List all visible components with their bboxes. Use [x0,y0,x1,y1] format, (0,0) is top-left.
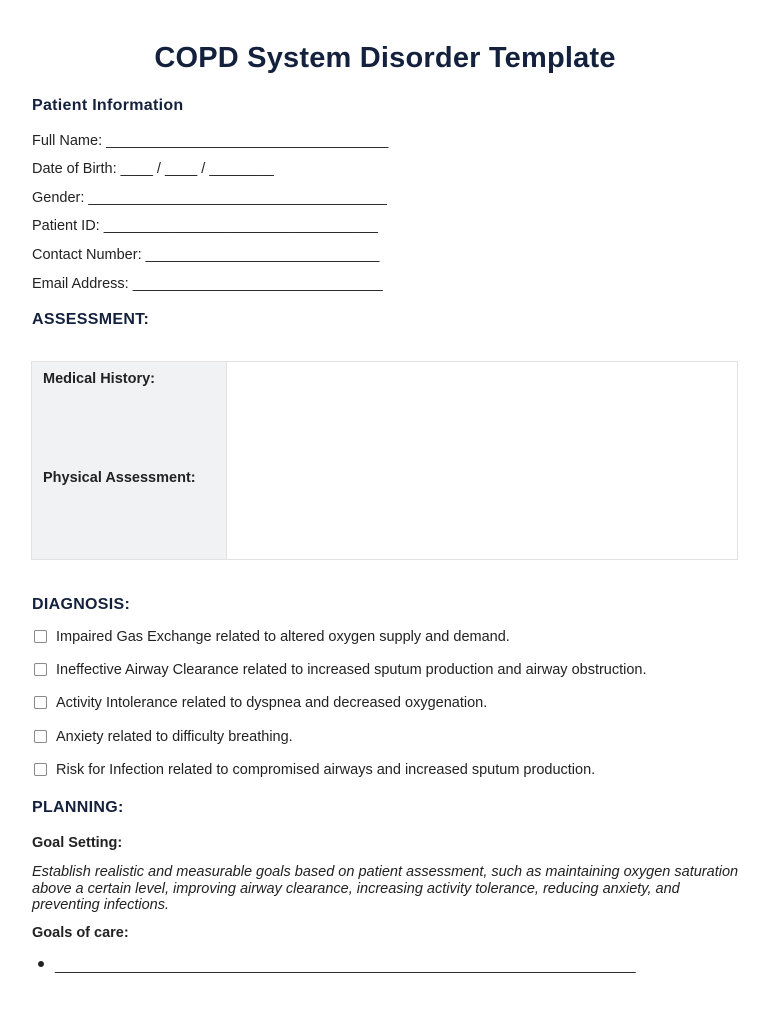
medical-history-input[interactable] [227,362,737,461]
diagnosis-item-text: Anxiety related to difficulty breathing. [56,729,293,745]
diagnosis-item-text: Activity Intolerance related to dyspnea and decreased oxygenation. [56,695,488,711]
gender-field[interactable]: Gender: _____________________________________ [32,190,387,206]
diagnosis-heading: DIAGNOSIS: [32,596,131,613]
diagnosis-item-text: Impaired Gas Exchange related to altered oxygen supply and demand. [56,629,510,645]
diagnosis-checkbox[interactable] [34,730,47,743]
assessment-table [31,361,738,560]
diagnosis-item [34,629,510,645]
patient-info-heading: Patient Information [32,97,184,114]
goals-of-care-label: Goals of care: [32,925,129,941]
full-name-field[interactable]: Full Name: ___________________________________ [32,133,389,149]
diagnosis-checkbox[interactable] [34,696,47,709]
goals-of-care-blank[interactable]: ________________________________________________________________________ [55,958,636,974]
diagnosis-item [34,729,293,745]
diagnosis-checkbox[interactable] [34,663,47,676]
goals-of-care-item [38,958,636,974]
diagnosis-item [34,662,647,678]
diagnosis-item [34,762,595,778]
medical-history-label: Medical History: [32,362,227,461]
goal-setting-text: Establish realistic and measurable goals based on patient assessment, such as maintaining oxygen saturation above a certain level, improving airway clearance, increasing activity tolerance, reducing anxiety, and preventing infections. [32,864,739,913]
planning-heading: PLANNING: [32,799,124,816]
email-address-field[interactable]: Email Address: _______________________________ [32,276,383,292]
medical-history-row [32,362,737,462]
diagnosis-item [34,695,487,711]
physical-assessment-row [32,461,737,559]
diagnosis-checkbox[interactable] [34,763,47,776]
diagnosis-checkbox[interactable] [34,630,47,643]
patient-id-field[interactable]: Patient ID: __________________________________ [32,218,378,234]
physical-assessment-input[interactable] [227,461,737,559]
diagnosis-item-text: Risk for Infection related to compromised airways and increased sputum production. [56,762,596,778]
assessment-heading: ASSESSMENT: [32,311,150,328]
physical-assessment-label: Physical Assessment: [32,461,227,559]
date-of-birth-field[interactable]: Date of Birth: ____ / ____ / ________ [32,161,274,177]
diagnosis-item-text: Ineffective Airway Clearance related to increased sputum production and airway obstruction. [56,662,647,678]
page-title: COPD System Disorder Template [154,42,616,74]
goal-setting-label: Goal Setting: [32,835,123,851]
bullet-icon [38,961,44,967]
contact-number-field[interactable]: Contact Number: _____________________________ [32,247,380,263]
